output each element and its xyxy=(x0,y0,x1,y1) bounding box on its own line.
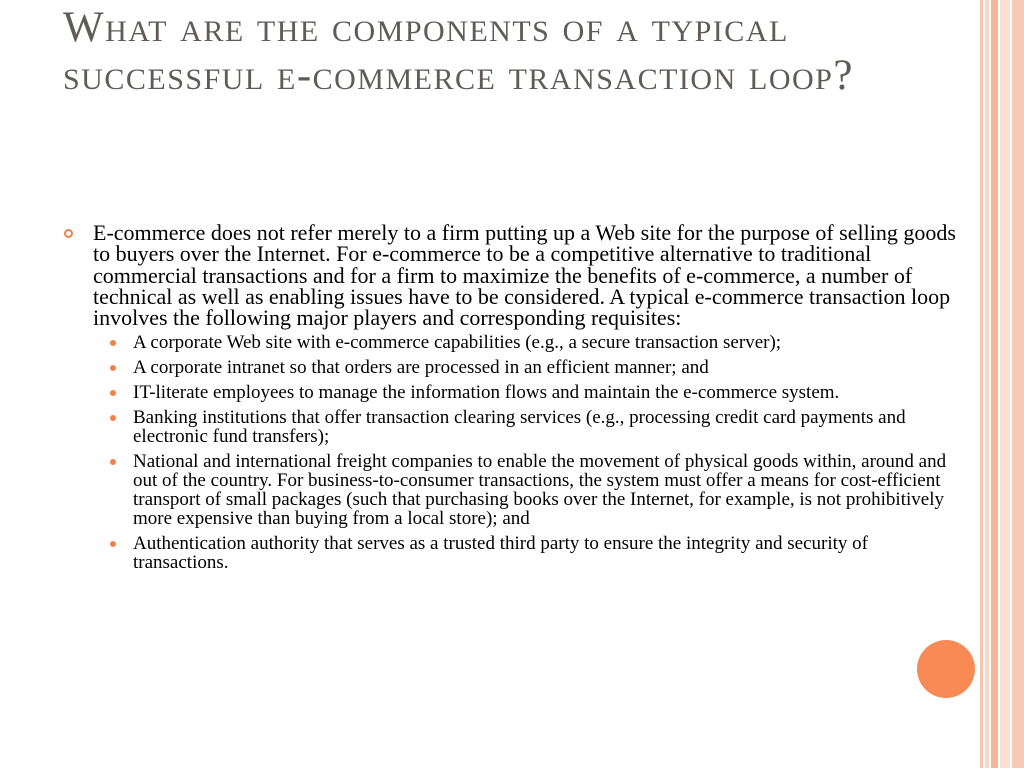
hollow-circle-bullet-icon xyxy=(64,229,73,238)
sub-bullet-text: A corporate Web site with e-commerce capabilities (e.g., a secure transaction server); xyxy=(133,332,782,354)
filled-circle-bullet-icon xyxy=(110,365,116,371)
main-bullet-point xyxy=(62,220,962,331)
decorative-stripe xyxy=(991,0,998,768)
list-item xyxy=(62,408,962,446)
slide-body xyxy=(62,222,962,578)
list-item xyxy=(62,452,962,528)
filled-circle-bullet-icon xyxy=(110,390,116,396)
decorative-stripe xyxy=(1000,0,1010,768)
slide-title: What are the components of a typical successful e-commerce transaction loop? xyxy=(63,4,854,99)
decorative-stripe xyxy=(980,0,983,768)
sub-bullet-list xyxy=(62,333,962,572)
sub-bullet-text: Authentication authority that serves as a trusted third party to ensure the integrity and security of transactions. xyxy=(133,533,868,574)
list-item xyxy=(62,333,962,352)
list-item xyxy=(62,534,962,572)
sub-bullet-text: IT-literate employees to manage the information flows and maintain the e-commerce system. xyxy=(133,382,840,404)
decorative-stripe xyxy=(1012,0,1024,768)
list-item xyxy=(62,383,962,402)
filled-circle-bullet-icon xyxy=(110,459,116,465)
filled-circle-bullet-icon xyxy=(110,541,116,547)
sub-bullet-text: National and international freight companies to enable the movement of physical goods within, around and out of the country. For business-to-consumer transactions, the system must offer a means for cost-efficient transport of small packages (such that purchasing books over the Internet, for example, is not prohibitively more expensive than buying from a local store); and xyxy=(133,451,947,530)
list-item xyxy=(62,358,962,377)
sub-bullet-text: A corporate intranet so that orders are processed in an efficient manner; and xyxy=(133,357,709,379)
filled-circle-bullet-icon xyxy=(110,415,116,421)
main-bullet-text: E-commerce does not refer merely to a firm putting up a Web site for the purpose of selling goods to buyers over the Internet. For e-commerce to be a competitive alternative to traditional commercial transactions and for a firm to maximize the benefits of e-commerce, a number of technical as well as enabling issues have to be considered. A typical e-commerce transaction loop involves the following major players and corresponding requisites: xyxy=(93,220,956,331)
orange-circle-decoration xyxy=(917,640,975,698)
sub-bullet-text: Banking institutions that offer transaction clearing services (e.g., processing credit card payments and electronic fund transfers); xyxy=(133,407,906,448)
decorative-stripe xyxy=(985,0,989,768)
filled-circle-bullet-icon xyxy=(110,340,116,346)
